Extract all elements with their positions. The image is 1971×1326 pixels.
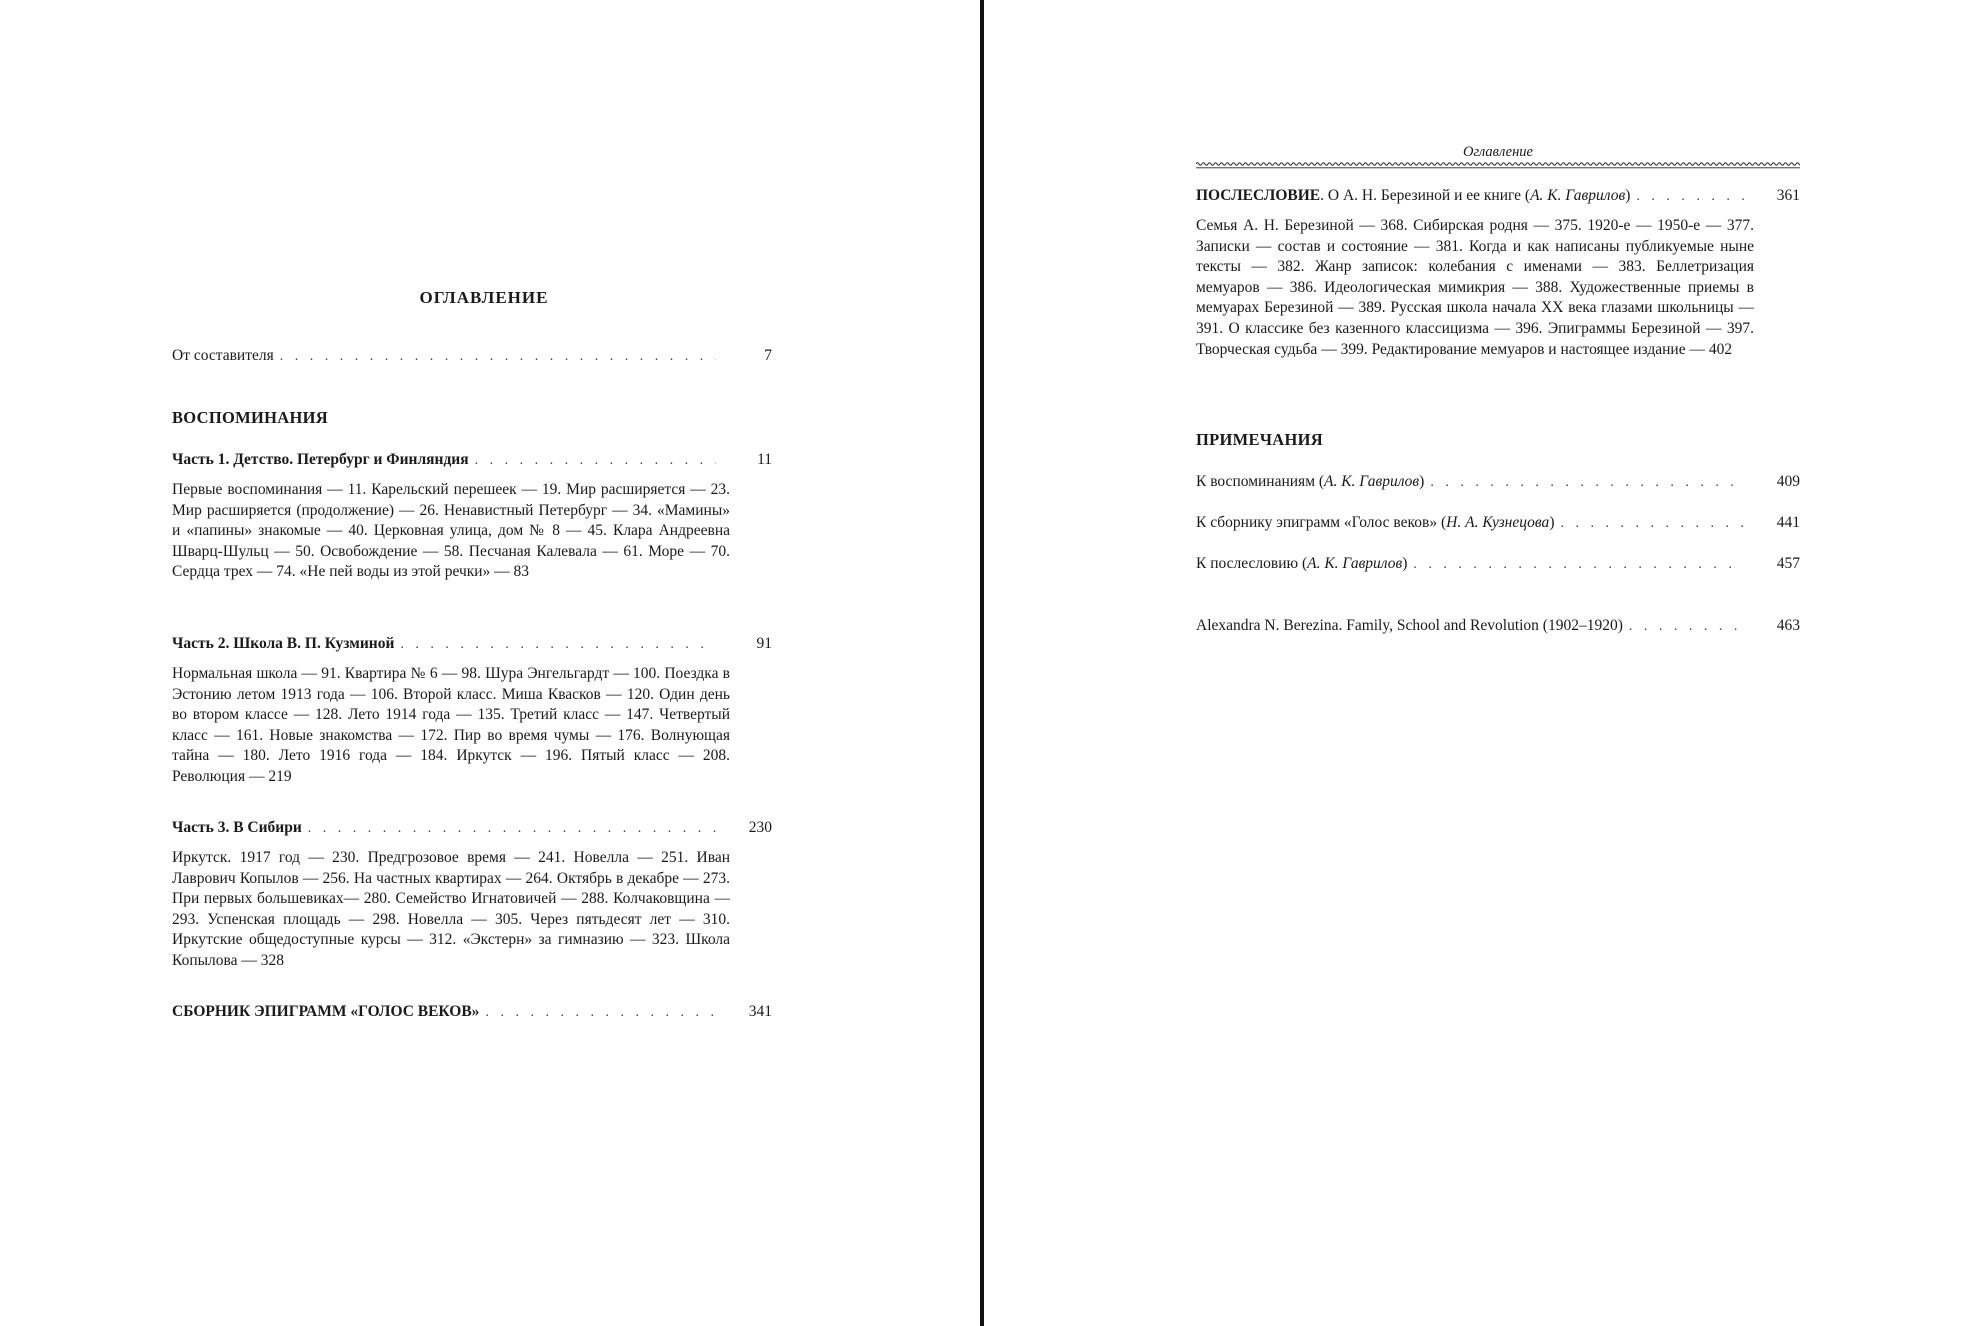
toc-description-part1: Первые воспоминания — 11. Карельский перешеек — 19. Мир расширяется — 23. Мир расширяется (продолжение) — 26. Ненавистный Петербург — 34. «Мамины» и «папины» знакомые — 40. Церковная улица, дом № 8 — 45. Клара Андреевна Шварц-Шульц — 50. Освобождение — 58. Песчаная Калевала — 61. Море — 70. Сердца трех — 74. «Не пей воды из этой речки» — 83 <box>172 481 730 581</box>
toc-entry-label <box>1196 186 1630 206</box>
toc-description-part2: Нормальная школа — 91. Квартира № 6 — 98. Шура Энгельгардт — 100. Поездка в Эстонию летом 1913 года — 106. Второй класс. Миша Квасков — 120. Один день во втором классе — 128. Лето 1914 года — 135. Третий класс — 147. Четвертый класс — 161. Новые знакомства — 172. Пир во время чумы — 176. Волнующая тайна — 180. Лето 1916 года — 184. Иркутск — 196. Пятый класс — 208. Революция — 219 <box>172 665 730 785</box>
toc-entry-compiler[interactable] <box>172 346 772 367</box>
toc-description-part3: Иркутск. 1917 год — 230. Предгрозовое время — 241. Новелла — 251. Иван Лаврович Копылов — 256. На частных квартирах — 264. Октябрь в декабре — 273. При первых большевиках— 280. Семейство Игнатовичей — 288. Колчаковщина — 293. Успенская площадь — 298. Новелла — 305. Через пятьдесят лет — 310. Иркутские общедоступные курсы — 312. «Экстерн» за гимназию — 323. Школа Копылова — 328 <box>172 849 730 969</box>
toc-page-number: 11 <box>757 451 772 468</box>
author-name: А. К. Гаврилов <box>1324 473 1420 490</box>
author-name: А. К. Гаврилов <box>1307 555 1403 572</box>
section-title-notes: ПРИМЕЧАНИЯ <box>1196 430 1323 449</box>
toc-entry-label: Часть 1. Детство. Петербург и Финляндия <box>172 451 469 468</box>
toc-entry-label <box>1196 513 1554 533</box>
dot-leader <box>1629 617 1744 637</box>
afterword-label-end: ) <box>1625 187 1631 204</box>
dot-leader <box>308 819 716 839</box>
toc-page-number: 441 <box>1776 514 1800 531</box>
toc-page-number: 457 <box>1776 555 1800 572</box>
wavy-rule <box>1196 161 1800 169</box>
toc-entry-epigrams[interactable] <box>172 1002 772 1023</box>
toc-entry-label: Часть 3. В Сибири <box>172 819 302 836</box>
toc-page-number: 341 <box>748 1003 772 1020</box>
toc-page-number: 463 <box>1776 617 1800 634</box>
note-label-end: ) <box>1549 514 1555 531</box>
toc-entry-note-epigrams[interactable] <box>1196 513 1800 534</box>
toc-entry-afterword[interactable] <box>1196 186 1800 207</box>
toc-entry-label <box>1196 554 1407 574</box>
toc-page-number: 91 <box>756 635 772 652</box>
toc-page-number: 361 <box>1776 187 1800 204</box>
toc-page-number: 7 <box>764 347 772 364</box>
section-title-memoirs: ВОСПОМИНАНИЯ <box>172 408 328 427</box>
dot-leader <box>1636 187 1744 207</box>
toc-entry-part2[interactable] <box>172 634 772 655</box>
toc-entry-label <box>1196 472 1424 492</box>
dot-leader <box>485 1003 716 1023</box>
toc-entry-label: От составителя <box>172 347 274 364</box>
afterword-label-bold: ПОСЛЕСЛОВИЕ <box>1196 187 1321 204</box>
toc-entry-part1[interactable] <box>172 450 772 471</box>
dot-leader <box>1413 555 1744 575</box>
toc-entry-note-memoirs[interactable] <box>1196 472 1800 493</box>
toc-entry-label: Часть 2. Школа В. П. Кузминой <box>172 635 395 652</box>
note-label-end: ) <box>1402 555 1408 572</box>
note-label: К послесловию ( <box>1196 555 1308 572</box>
dot-leader <box>1430 473 1744 493</box>
toc-entry-part3[interactable] <box>172 818 772 839</box>
dot-leader <box>400 635 716 655</box>
note-label: К сборнику эпиграмм «Голос веков» ( <box>1196 514 1447 531</box>
dot-leader <box>280 347 716 367</box>
dot-leader <box>1560 514 1744 534</box>
toc-description-afterword: Семья А. Н. Березиной — 368. Сибирская родня — 375. 1920-е — 1950-е — 377. Записки — состав и состояние — 381. Когда и как написаны публикуемые ныне тексты — 382. Жанр записок: колебания с именами — 383. Беллетризация мемуаров — 386. Идеологическая мимикрия — 388. Художественные приемы в мемуарах Березиной — 389. Русская школа начала XX века глазами школьницы — 391. О классике без казенного классицизма — 396. Эпиграммы Березиной — 397. Творческая судьба — 399. Редактирование мемуаров и настоящее издание — 402 <box>1196 217 1754 358</box>
toc-page-number: 230 <box>748 819 772 836</box>
toc-entry-label: Alexandra N. Berezina. Family, School and Revolution (1902–1920) <box>1196 617 1623 634</box>
toc-entry-english-summary[interactable] <box>1196 616 1800 637</box>
toc-title: ОГЛАВЛЕНИЕ <box>419 288 549 307</box>
page-divider <box>980 0 984 1326</box>
author-name: Н. А. Кузнецова <box>1446 514 1550 531</box>
toc-page-number: 409 <box>1776 473 1800 490</box>
toc-entry-label: СБОРНИК ЭПИГРАММ «ГОЛОС ВЕКОВ» <box>172 1003 480 1020</box>
toc-entry-note-afterword[interactable] <box>1196 554 1800 575</box>
afterword-label-rest: . О А. Н. Березиной и ее книге ( <box>1320 187 1531 204</box>
left-page <box>0 0 978 1326</box>
running-head: Оглавление <box>1463 144 1533 160</box>
note-label: К воспоминаниям ( <box>1196 473 1325 490</box>
note-label-end: ) <box>1419 473 1425 490</box>
dot-leader <box>475 451 716 471</box>
author-name: А. К. Гаврилов <box>1530 187 1626 204</box>
